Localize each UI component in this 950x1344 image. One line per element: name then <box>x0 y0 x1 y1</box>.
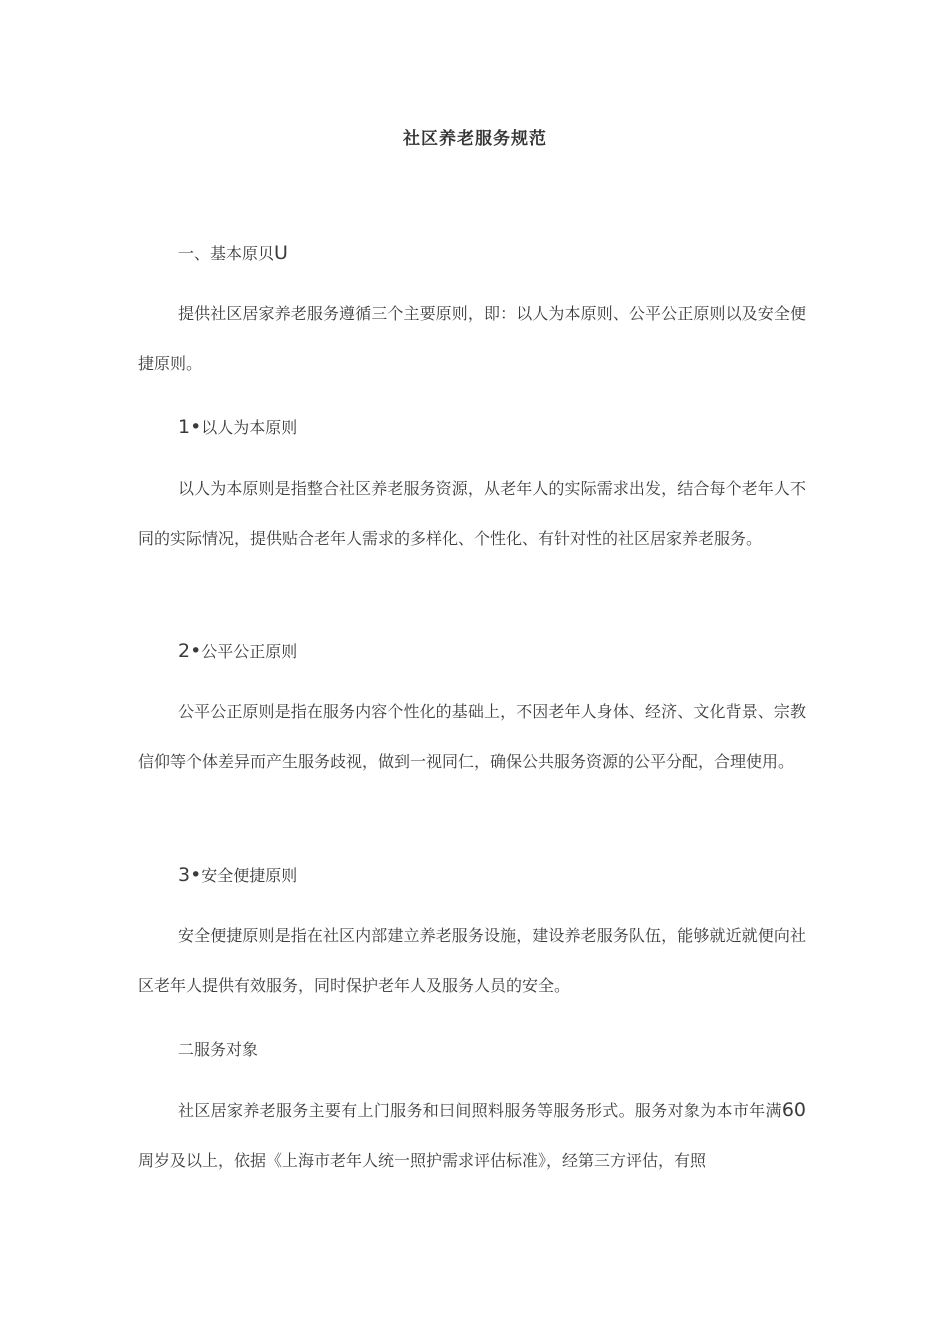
age-number: 60 <box>781 1099 806 1121</box>
paragraph-principles-overview <box>138 289 806 389</box>
paragraph-text: 安全便捷原则是指在社区内部建立养老服务设施，建设养老服务队伍，能够就近就便向社区老年人提供有效服务，同时保护老年人及服务人员的安全。 <box>138 926 806 995</box>
subheading-number: 3• <box>178 864 202 886</box>
section-heading-basic-principles <box>178 241 288 266</box>
subheading-fairness <box>178 639 297 664</box>
section-heading-text: 一、基本原贝 <box>178 244 275 263</box>
subheading-safety-convenience <box>178 863 297 888</box>
section-heading-service-targets <box>178 1038 258 1062</box>
subheading-text: 公平公正原则 <box>201 642 298 661</box>
paragraph-text-part: 社区居家养老服务主要有上门服务和曰间照料服务等服务形式。服务对象为本市年满 <box>178 1101 782 1120</box>
paragraph-text: 公平公正原则是指在服务内容个性化的基础上，不因老年人身体、经济、文化背景、宗教信仰等个体差异而产生服务歧视，做到一视同仁，确保公共服务资源的公平分配，合理使用。 <box>138 702 806 771</box>
paragraph-text <box>138 1085 806 1186</box>
section-heading-text: 二服务对象 <box>178 1040 259 1059</box>
subheading-text: 安全便捷原则 <box>201 866 298 885</box>
paragraph-safety-convenience <box>138 911 806 1011</box>
paragraph-text: 提供社区居家养老服务遵循三个主要原则，即：以人为本原则、公平公正原则以及安全便捷原则。 <box>138 304 806 373</box>
paragraph-service-targets <box>138 1085 806 1186</box>
subheading-people-oriented <box>178 415 297 440</box>
document-title: 社区养老服务规范 <box>403 129 547 149</box>
paragraph-people-oriented <box>138 464 806 564</box>
paragraph-text: 以人为本原则是指整合社区养老服务资源，从老年人的实际需求出发，结合每个老年人不同的实际情况，提供贴合老年人需求的多样化、个性化、有针对性的社区居家养老服务。 <box>138 479 806 548</box>
subheading-number: 2• <box>178 640 202 662</box>
subheading-text: 以人为本原则 <box>201 418 298 437</box>
paragraph-fairness <box>138 687 806 787</box>
paragraph-text-part: 周岁及以上，依据《上海市老年人统一照护需求评估标准》，经第三方评估，有照 <box>138 1151 707 1170</box>
subheading-number: 1• <box>178 416 202 438</box>
section-heading-suffix: U <box>274 242 288 264</box>
